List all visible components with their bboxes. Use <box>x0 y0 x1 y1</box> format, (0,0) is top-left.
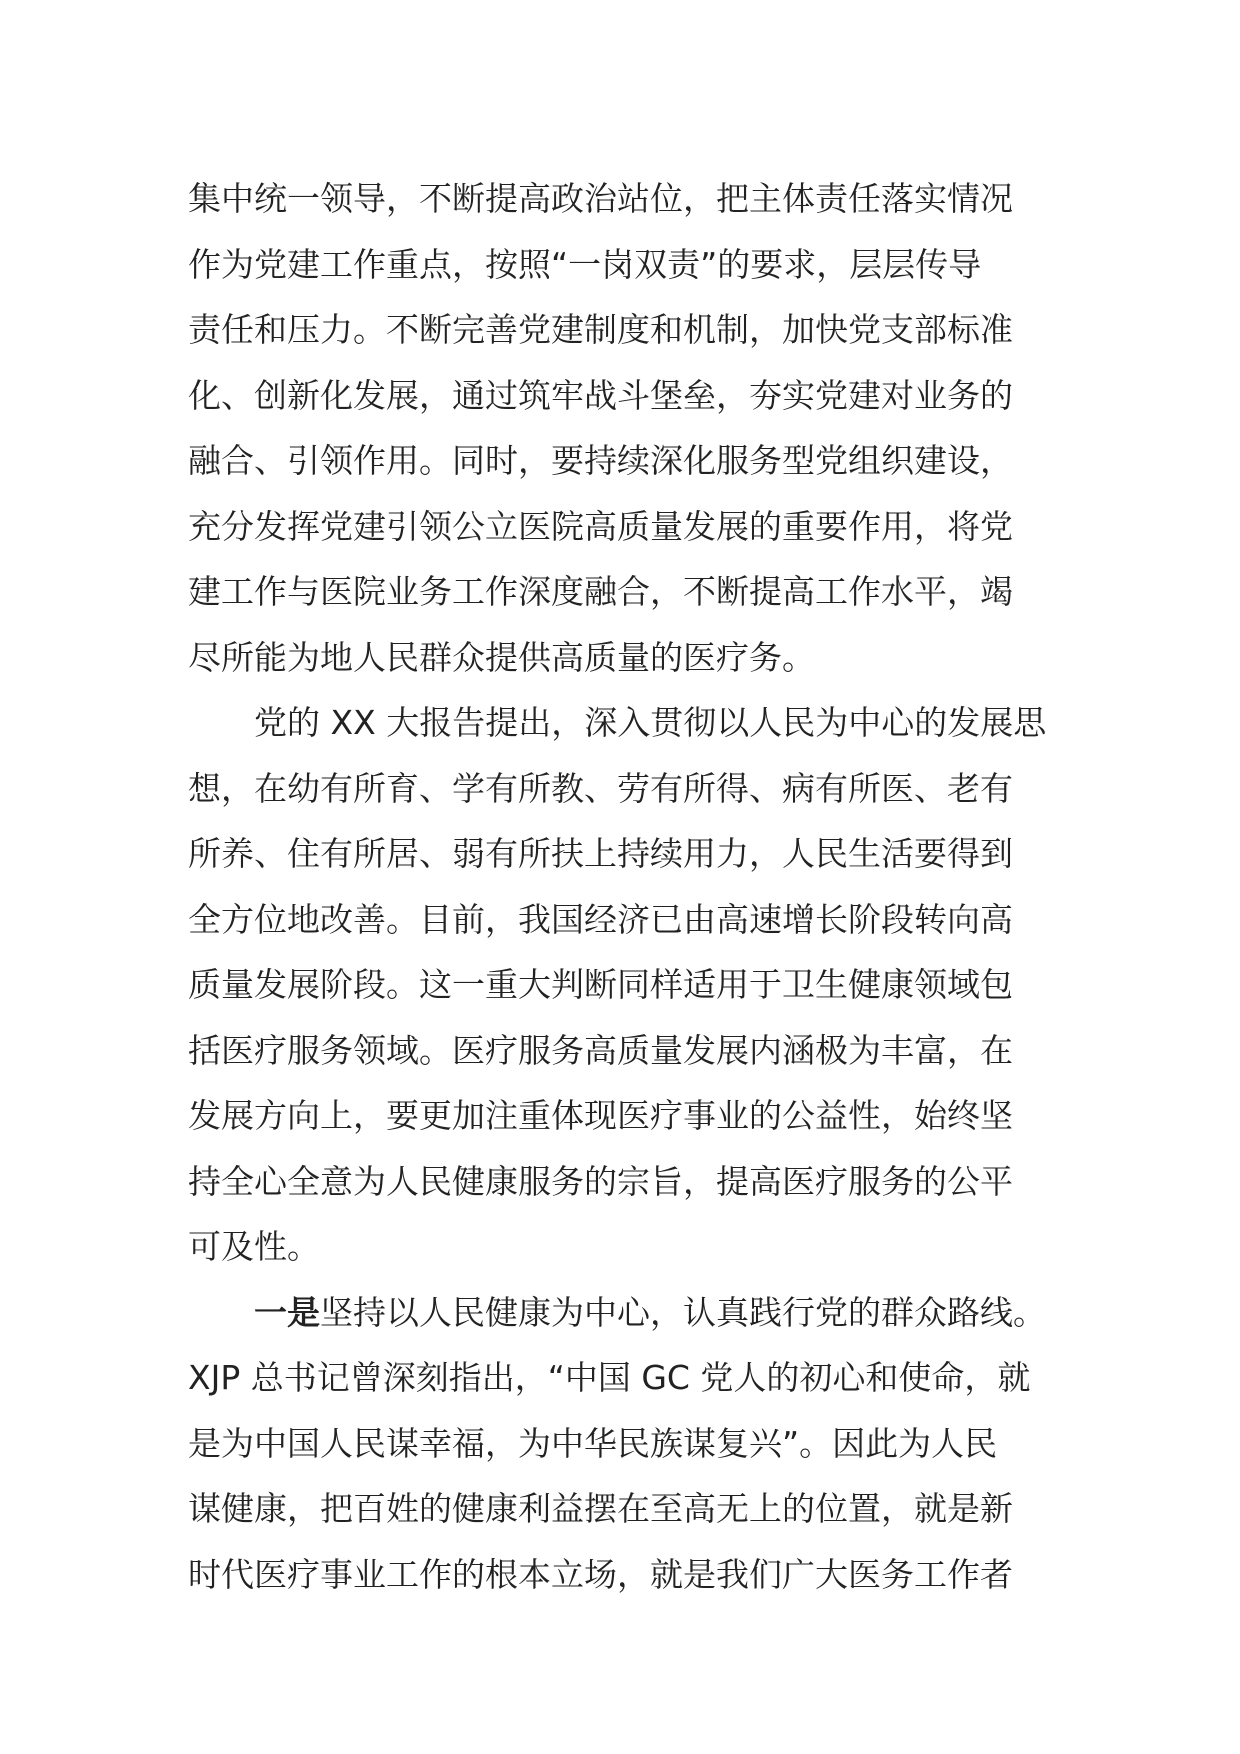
text-line <box>188 1280 1058 1346</box>
text-line: 作为党建工作重点，按照“一岗双责”的要求，层层传导 <box>188 244 982 284</box>
text-line: 持全心全意为人民健康服务的宗旨，提高医疗服务的公平 <box>188 1161 1013 1201</box>
text-line: 全方位地改善。目前，我国经济已由高速增长阶段转向高 <box>188 899 1013 939</box>
text-line: 发展方向上，要更加注重体现医疗事业的公益性，始终坚 <box>188 1096 1013 1135</box>
text-line: 想，在幼有所育、学有所教、劳有所得、病有所医、老有 <box>188 768 1013 808</box>
paragraph-2 <box>188 690 1058 1280</box>
text-line: 是为中国人民谋幸福，为中华民族谋复兴”。因此为人民 <box>188 1423 998 1463</box>
text-line: 党的 XX 大报告提出，深入贯彻以人民为中心的发展思 <box>254 703 1047 742</box>
text-line: 建工作与医院业务工作深度融合，不断提高工作水平，竭 <box>188 572 1013 611</box>
text-line: 可及性。 <box>188 1227 320 1266</box>
text-line: 充分发挥党建引领公立医院高质量发展的重要作用，将党 <box>188 506 1013 546</box>
text-line: 质量发展阶段。这一重大判断同样适用于卫生健康领域包 <box>188 965 1013 1004</box>
text-line: 时代医疗事业工作的根本立场，就是我们广大医务工作者 <box>188 1554 1013 1594</box>
text-line: 所养、住有所居、弱有所扶上持续用力，人民生活要得到 <box>188 834 1013 873</box>
document-body <box>188 166 1058 1607</box>
lead-text: 坚持以人民健康为中心，认真践行党的群众路线。 <box>320 1292 1046 1332</box>
text-line: 括医疗服务领域。医疗服务高质量发展内涵极为丰富，在 <box>188 1030 1013 1070</box>
text-line: 化、创新化发展，通过筑牢战斗堡垒，夯实党建对业务的 <box>188 375 1013 415</box>
text-line: 集中统一领导，不断提高政治站位，把主体责任落实情况 <box>188 179 1013 218</box>
text-line: 责任和压力。不断完善党建制度和机制，加快党支部标准 <box>188 310 1013 349</box>
text-line: 尽所能为地人民群众提供高质量的医疗务。 <box>188 637 815 677</box>
text-line: 融合、引领作用。同时，要持续深化服务型党组织建设， <box>188 441 1013 480</box>
text-line: 谋健康，把百姓的健康利益摆在至高无上的位置，就是新 <box>188 1489 1013 1528</box>
bold-lead: 一是 <box>254 1292 320 1332</box>
text-line: XJP 总书记曾深刻指出，“中国 GC 党人的初心和使命，就 <box>188 1358 1031 1397</box>
paragraph-3 <box>188 1280 1058 1608</box>
paragraph-1 <box>188 166 1058 690</box>
